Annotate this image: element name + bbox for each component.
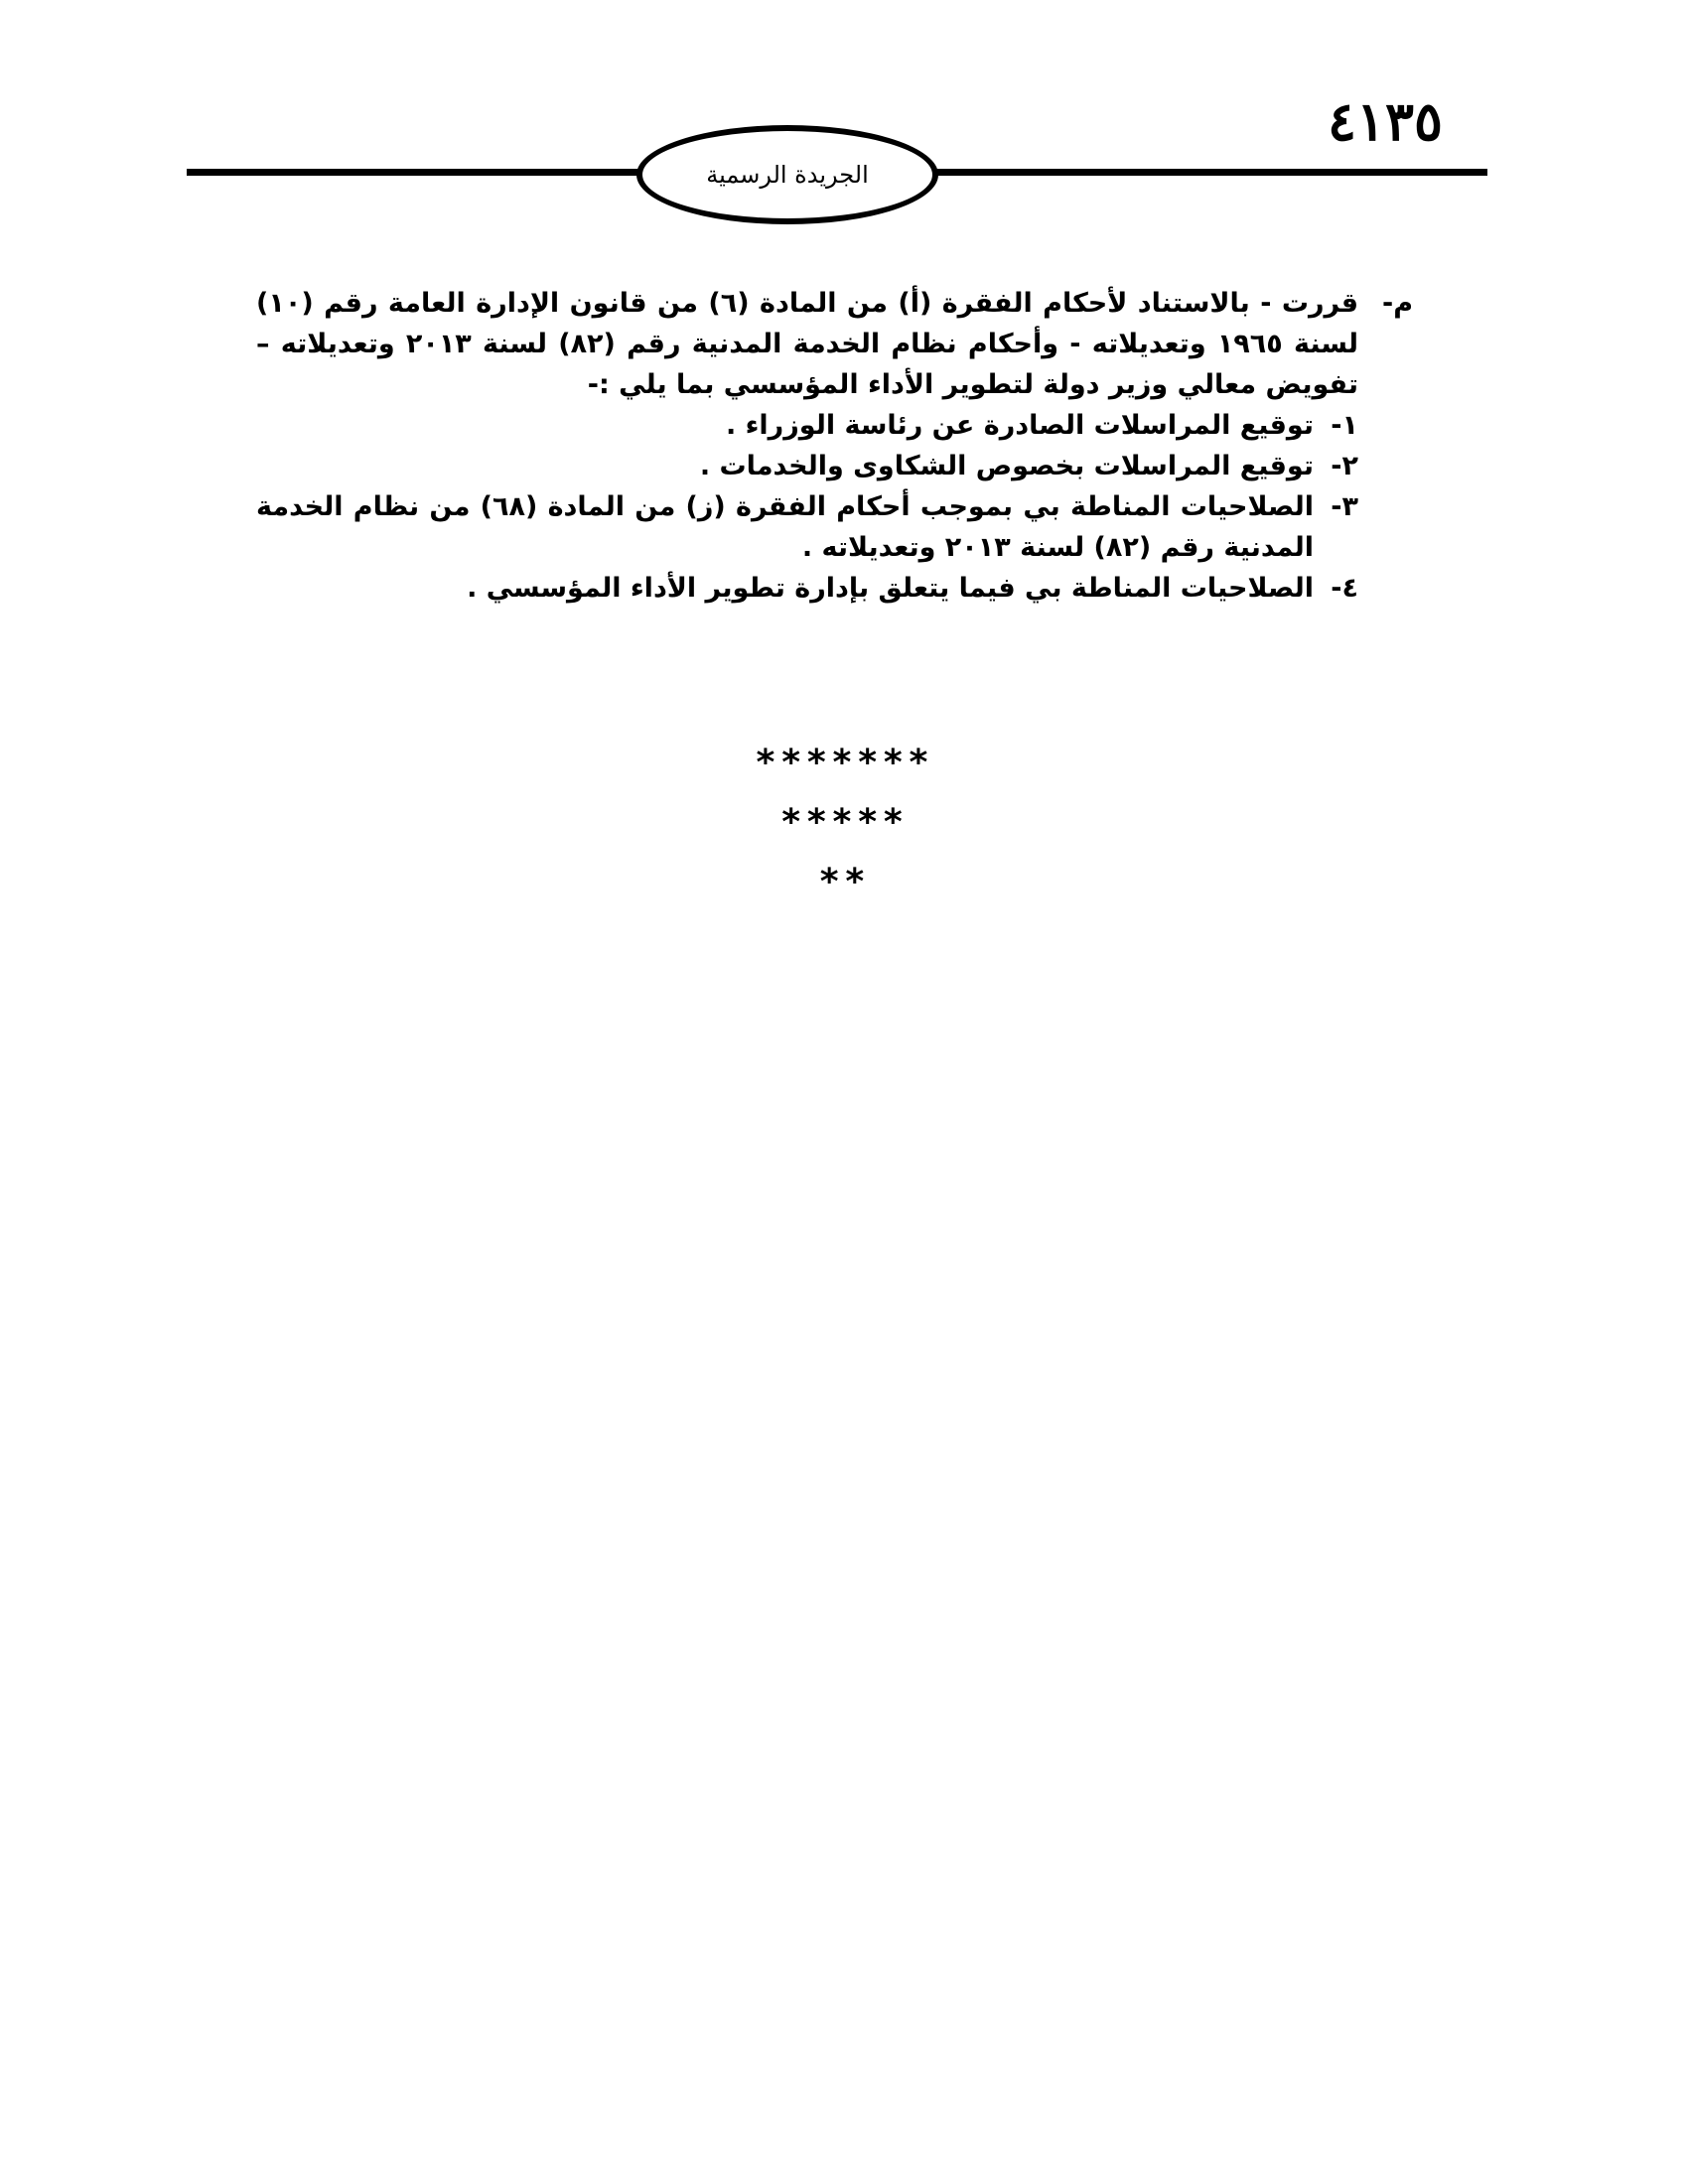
- gazette-title: الجريدة الرسمية: [706, 161, 869, 189]
- list-item-text: الصلاحيات المناطة بي فيما يتعلق بإدارة تطوير الأداء المؤسسي .: [467, 573, 1314, 604]
- list-item: [256, 568, 1413, 609]
- list-item-number: ١-: [1331, 410, 1358, 441]
- page-number: ٤١٣٥: [1327, 89, 1443, 153]
- separator-stars-1: *******: [755, 743, 933, 783]
- paragraph-text: قررت - بالاستناد لأحكام الفقرة (أ) من المادة (٦) من قانون الإدارة العامة رقم (١٠) لسنة ١٩٦٥ وتعديلاته - وأحكام نظام الخدمة المدنية رقم (٨٢) لسنة ٢٠١٣ وتعديلاته – تفويض معالي وزير دولة لتطوير الأداء المؤسسي بما يلي :-: [256, 288, 1358, 400]
- list-item: [256, 446, 1413, 486]
- separator-stars-3: **: [818, 862, 870, 902]
- decision-body: [256, 283, 1413, 609]
- list-item-number: ٢-: [1331, 451, 1358, 481]
- list-item-number: ٣-: [1331, 491, 1358, 522]
- list-item: [256, 405, 1413, 446]
- paragraph-marker: م-: [1382, 288, 1413, 319]
- list-item-text: توقيع المراسلات بخصوص الشكاوى والخدمات .: [699, 451, 1314, 481]
- list-item: [256, 486, 1413, 568]
- list-item-number: ٤-: [1331, 573, 1358, 604]
- decision-paragraph: [256, 283, 1413, 405]
- separator-stars-2: *****: [779, 802, 909, 843]
- list-item-text: توقيع المراسلات الصادرة عن رئاسة الوزراء .: [725, 410, 1314, 441]
- list-item-text: الصلاحيات المناطة بي بموجب أحكام الفقرة (ز) من المادة (٦٨) من نظام الخدمة المدنية رقم (٨٢) لسنة ٢٠١٣ وتعديلاته .: [256, 491, 1314, 563]
- delegation-list: [256, 405, 1413, 609]
- gazette-title-oval: [636, 125, 938, 224]
